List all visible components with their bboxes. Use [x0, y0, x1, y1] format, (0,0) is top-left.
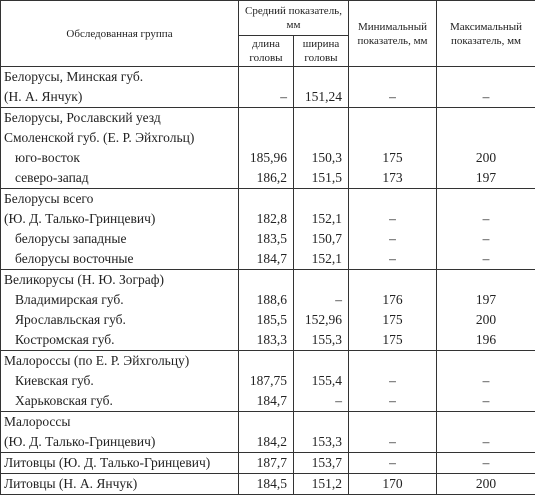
cell-width [294, 412, 349, 433]
cell-min: – [349, 249, 437, 270]
table-row [1, 148, 535, 168]
cell-length: 182,8 [239, 209, 294, 229]
cell-min [349, 67, 437, 88]
cell-length [239, 351, 294, 372]
cell-max: 200 [437, 474, 535, 495]
cell-max: 197 [437, 168, 535, 189]
cell-width: 152,1 [294, 209, 349, 229]
table-row [1, 391, 535, 412]
cell-width [294, 270, 349, 291]
cell-width: 150,3 [294, 148, 349, 168]
cell-group: Киевская губ. [1, 371, 239, 391]
cell-group: Белорусы, Рославский уезд [1, 108, 239, 129]
cell-width: – [294, 290, 349, 310]
cell-min: – [349, 432, 437, 453]
cell-width: 150,7 [294, 229, 349, 249]
cell-group: (Ю. Д. Талько-Гринцевич) [1, 432, 239, 453]
table-row [1, 412, 535, 433]
cell-min [349, 351, 437, 372]
cell-width [294, 128, 349, 148]
cell-min [349, 189, 437, 210]
cell-length: 186,2 [239, 168, 294, 189]
cell-length: 184,7 [239, 391, 294, 412]
cell-width [294, 351, 349, 372]
cell-length: – [239, 87, 294, 108]
table-row [1, 108, 535, 129]
header-min: Минимальный показатель, мм [349, 1, 437, 67]
header-width: ширина головы [294, 36, 349, 67]
cell-max: – [437, 391, 535, 412]
cell-max: 200 [437, 310, 535, 330]
table-row [1, 453, 535, 474]
cell-group: Белорусы всего [1, 189, 239, 210]
cell-group: юго-восток [1, 148, 239, 168]
cell-length [239, 67, 294, 88]
cell-group: Ярославльская губ. [1, 310, 239, 330]
table-row [1, 330, 535, 351]
cell-width: 155,3 [294, 330, 349, 351]
cell-max [437, 67, 535, 88]
cell-min [349, 270, 437, 291]
table-row [1, 249, 535, 270]
cell-min: – [349, 209, 437, 229]
cell-group: Малороссы [1, 412, 239, 433]
cell-max [437, 270, 535, 291]
cell-width: 155,4 [294, 371, 349, 391]
table-body [1, 67, 535, 495]
table-row [1, 310, 535, 330]
cell-min: – [349, 87, 437, 108]
cell-length: 185,96 [239, 148, 294, 168]
cell-max [437, 412, 535, 433]
cell-group: Малороссы (по Е. Р. Эйхгольцу) [1, 351, 239, 372]
cell-width [294, 108, 349, 129]
cell-max: – [437, 453, 535, 474]
cell-max: – [437, 229, 535, 249]
cell-group: белорусы восточные [1, 249, 239, 270]
header-length: длина головы [239, 36, 294, 67]
cell-length: 187,7 [239, 453, 294, 474]
cell-max: – [437, 249, 535, 270]
cell-min: – [349, 391, 437, 412]
cell-length [239, 189, 294, 210]
table-row [1, 67, 535, 88]
cell-group: Литовцы (Ю. Д. Талько-Гринцевич) [1, 453, 239, 474]
cell-width: 151,5 [294, 168, 349, 189]
cell-max [437, 108, 535, 129]
cell-width [294, 189, 349, 210]
table-row [1, 229, 535, 249]
cell-width: 153,3 [294, 432, 349, 453]
cell-length [239, 270, 294, 291]
cell-length [239, 412, 294, 433]
cell-min: – [349, 371, 437, 391]
table-row [1, 270, 535, 291]
cell-length: 184,5 [239, 474, 294, 495]
cell-min [349, 412, 437, 433]
table-row [1, 371, 535, 391]
cell-max: – [437, 209, 535, 229]
header-average: Средний показатель, мм [239, 1, 349, 36]
cell-group: Харьковская губ. [1, 391, 239, 412]
table-row [1, 432, 535, 453]
cell-width: 153,7 [294, 453, 349, 474]
cell-length: 188,6 [239, 290, 294, 310]
cell-group: Белорусы, Минская губ. [1, 67, 239, 88]
cell-min: – [349, 229, 437, 249]
cell-max: 196 [437, 330, 535, 351]
cell-group: Смоленской губ. (Е. Р. Эйхгольц) [1, 128, 239, 148]
cell-min: – [349, 453, 437, 474]
table-row [1, 189, 535, 210]
cell-length: 185,5 [239, 310, 294, 330]
cell-length: 187,75 [239, 371, 294, 391]
header-max: Максимальный показатель, мм [437, 1, 535, 67]
header-group: Обследованная группа [1, 1, 239, 67]
cell-length [239, 128, 294, 148]
cell-max [437, 189, 535, 210]
table-row [1, 474, 535, 495]
cell-min: 175 [349, 330, 437, 351]
cell-min: 175 [349, 148, 437, 168]
cell-length: 183,5 [239, 229, 294, 249]
table-row [1, 128, 535, 148]
cell-width: 152,96 [294, 310, 349, 330]
cell-length [239, 108, 294, 129]
table-row [1, 168, 535, 189]
cell-group: Литовцы (Н. А. Янчук) [1, 474, 239, 495]
cell-length: 184,2 [239, 432, 294, 453]
table-row [1, 351, 535, 372]
table-row [1, 87, 535, 108]
cell-min: 170 [349, 474, 437, 495]
cell-min: 176 [349, 290, 437, 310]
cell-min: 173 [349, 168, 437, 189]
cell-group: Костромская губ. [1, 330, 239, 351]
cell-max: – [437, 371, 535, 391]
cell-width: 152,1 [294, 249, 349, 270]
table-row [1, 209, 535, 229]
cell-group: белорусы западные [1, 229, 239, 249]
cell-min: 175 [349, 310, 437, 330]
cell-group: (Н. А. Янчук) [1, 87, 239, 108]
cell-length: 183,3 [239, 330, 294, 351]
cell-max: – [437, 87, 535, 108]
cell-group: Владимирская губ. [1, 290, 239, 310]
table-row [1, 290, 535, 310]
table-header [1, 1, 535, 67]
cell-width [294, 67, 349, 88]
cell-group: северо-запад [1, 168, 239, 189]
cell-width: 151,24 [294, 87, 349, 108]
cell-max [437, 351, 535, 372]
cell-max [437, 128, 535, 148]
cell-max: 200 [437, 148, 535, 168]
cell-width: 151,2 [294, 474, 349, 495]
cell-min [349, 128, 437, 148]
cell-length: 184,7 [239, 249, 294, 270]
cell-group: Великорусы (Н. Ю. Зограф) [1, 270, 239, 291]
cell-max: 197 [437, 290, 535, 310]
cell-max: – [437, 432, 535, 453]
cell-group: (Ю. Д. Талько-Гринцевич) [1, 209, 239, 229]
cell-min [349, 108, 437, 129]
cell-width: – [294, 391, 349, 412]
